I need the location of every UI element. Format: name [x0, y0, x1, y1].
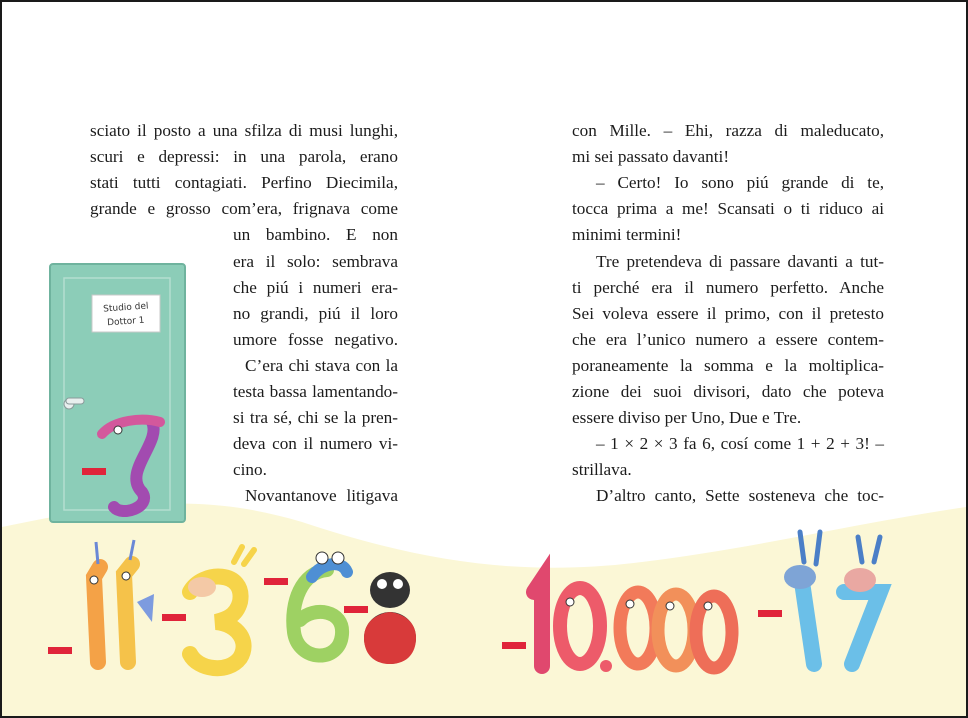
text-line: zione dei suoi divisori, dato che poteva: [572, 382, 884, 401]
text-line: testa bassa lamentando-: [233, 382, 398, 401]
door-sign-line2: Dottor 1: [106, 315, 145, 329]
text-line: poraneamente la somma e la moltiplica-: [572, 355, 884, 375]
text-line: Sei voleva essere il primo, con il pretesto: [572, 303, 884, 323]
door-sign-line1: Studio del: [102, 301, 149, 315]
right-page-text: [572, 118, 884, 518]
text-line: minimi termini!: [572, 225, 682, 245]
text-line: era il solo: sembrava: [233, 251, 398, 271]
text-line: umore fosse negativo.: [233, 329, 398, 349]
text-line: si tra sé, chi se la pren-: [233, 408, 398, 428]
text-line: D’altro canto, Sette sosteneva che toc-: [596, 486, 884, 506]
text-line: C’era chi stava con la: [245, 355, 398, 375]
text-line: Tre pretendeva di passare davanti a tut-: [596, 251, 884, 271]
left-page-text: [90, 118, 398, 518]
text-line: – Certo! Io sono piú grande di te,: [596, 173, 884, 193]
text-line: no grandi, piú il loro: [233, 303, 398, 323]
text-line: che era l’unico numero a essere contem-: [572, 329, 884, 349]
text-line: cino.: [233, 460, 267, 480]
text-line: strillava.: [572, 460, 632, 480]
text-line: mi sei passato davanti!: [572, 147, 730, 167]
text-line: deva con il numero vi-: [233, 434, 398, 454]
text-line: scuri e depressi: in una parola, erano: [90, 147, 398, 167]
text-line: ti perché era il numero perfetto. Anche: [572, 277, 884, 297]
text-line: un bambino. E non: [233, 225, 398, 245]
text-line: sciato il posto a una sfilza di musi lunghi,: [90, 121, 398, 140]
text-line: Novantanove litigava: [245, 486, 398, 506]
text-line: con Mille. – Ehi, razza di maleducato,: [572, 121, 884, 140]
text-line: grande e grosso com’era, frignava come: [90, 199, 398, 219]
door-number-label: -7: [2, 2, 3, 3]
text-line: che piú i numeri era-: [233, 277, 398, 297]
text-line: tocca prima a me! Scansati o ti riduco ai: [572, 199, 884, 219]
text-line: stati tutti contagiati. Perfino Diecimila,: [90, 173, 398, 193]
text-line: essere diviso per Uno, Due e Tre.: [572, 408, 802, 428]
text-line: – 1 × 2 × 3 fa 6, cosí come 1 + 2 + 3! –: [596, 434, 884, 454]
